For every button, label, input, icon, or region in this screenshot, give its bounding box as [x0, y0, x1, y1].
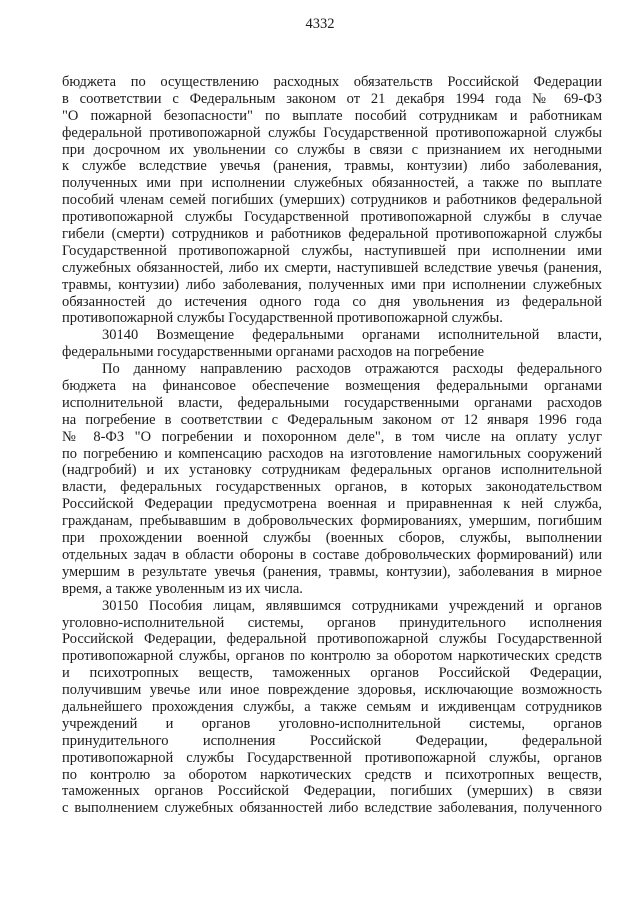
text-line: получившим увечье или иное повреждение здоровья, исключающие возможность: [62, 682, 602, 699]
text-line: на погребение в соответствии с Федеральным законом от 12 января 1996 года: [62, 411, 602, 428]
text-line: бюджета по осуществлению расходных обязательств Российской Федерации: [62, 74, 602, 90]
paragraph-p3: [62, 361, 602, 597]
paragraph-p1: [62, 74, 602, 327]
text-line: уголовно-исполнительной системы, органов принудительного исполнения: [62, 614, 602, 631]
text-line: противопожарной службы, органов по контролю за оборотом наркотических средств: [62, 648, 602, 665]
page-number: 4332: [305, 16, 335, 32]
text-line: принудительного исполнения Российской Федерации, федеральной: [62, 732, 602, 749]
text-line: к службе вследствие увечья (ранения, травмы, контузии) либо заболевания,: [62, 158, 602, 175]
text-line: при прохождении военной службы (военных сборов, службы, выполнении: [62, 530, 602, 547]
text-line: время, а также уволенным из их числа.: [62, 580, 303, 597]
text-line: противопожарной службы Государственной противопожарной службы, органов: [62, 749, 602, 766]
text-line: По данному направлению расходов отражаются расходы федерального: [102, 361, 602, 378]
text-line: № 8-ФЗ "О погребении и похоронном деле", в том числе на оплату услуг: [62, 428, 602, 445]
text-line: травмы, контузии) либо заболевания, полученных ими при исполнении служебных: [62, 276, 602, 293]
text-line: исполнительной власти, федеральными государственными органами расходов: [62, 394, 602, 411]
text-line: пособий членам семей погибших (умерших) сотрудников и работников федеральной: [62, 192, 602, 209]
text-line: с выполнением служебных обязанностей либо вследствие заболевания, полученного: [62, 800, 602, 817]
text-line: Российской Федерации предусмотрена военная и приравненная к ней служба,: [62, 496, 602, 513]
section-heading-line: федеральными государственными органами расходов на погребение: [62, 344, 485, 361]
text-line: умершим в результате увечья (ранения, травмы, контузии), заболевания в мирное: [62, 563, 602, 580]
text-line: полученных ими при исполнении служебных обязанностей, а также по выплате: [62, 175, 602, 192]
text-line: дальнейшего прохождения службы, а также семьям и иждивенцам сотрудников: [62, 698, 602, 715]
text-line: противопожарной службы Государственной противопожарной службы.: [62, 310, 503, 327]
text-line: Государственной противопожарной службы, наступившей при исполнении ими: [62, 242, 602, 259]
text-line: "О пожарной безопасности" по выплате пособий сотрудникам и работникам: [62, 107, 602, 124]
text-line: при досрочном их увольнении со службы в связи с признанием их негодными: [62, 141, 602, 158]
paragraph-p2: [62, 327, 602, 361]
paragraph-p4: [62, 598, 602, 818]
text-line: по контролю за оборотом наркотических средств и психотропных веществ,: [62, 766, 602, 783]
text-line: 30150 Пособия лицам, являвшимся сотрудниками учреждений и органов: [102, 597, 602, 614]
section-heading-line: 30140 Возмещение федеральными органами исполнительной власти,: [102, 327, 602, 344]
text-line: гражданам, пребывавшим в добровольческих формированиях, умершим, погибшим: [62, 513, 602, 530]
text-line: отдельных задач в области обороны в составе добровольческих формирований) или: [62, 546, 602, 563]
text-line: (надгробий) и их установку сотрудникам федеральных органов исполнительной: [62, 462, 602, 479]
text-line: обязанностей до истечения одного года со дня увольнения из федеральной: [62, 293, 602, 310]
text-line: федеральной противопожарной службы Государственной противопожарной службы: [62, 124, 602, 141]
text-line: учреждений и органов уголовно-исполнительной системы, органов: [62, 715, 602, 732]
text-line: власти, федеральных государственных органов, в которых законодательством: [62, 479, 602, 496]
text-line: бюджета на финансовое обеспечение возмещения федеральными органами: [62, 378, 602, 395]
document-body: [62, 74, 602, 817]
text-line: в соответствии с Федеральным законом от 21 декабря 1994 года № 69-ФЗ: [62, 90, 602, 107]
text-line: служебных обязанностей, либо их смерти, наступившей вследствие увечья (ранения,: [62, 259, 602, 276]
text-line: и психотропных веществ, таможенных органов Российской Федерации,: [62, 665, 602, 682]
text-line: Российской Федерации, федеральной противопожарной службы Государственной: [62, 631, 602, 648]
text-line: таможенных органов Российской Федерации, погибших (умерших) в связи: [62, 783, 602, 800]
text-line: гибели (смерти) сотрудников и работников федеральной противопожарной службы: [62, 226, 602, 243]
text-line: по погребению и компенсацию расходов на изготовление намогильных сооружений: [62, 445, 602, 462]
text-line: противопожарной службы Государственной противопожарной службы в случае: [62, 209, 602, 226]
